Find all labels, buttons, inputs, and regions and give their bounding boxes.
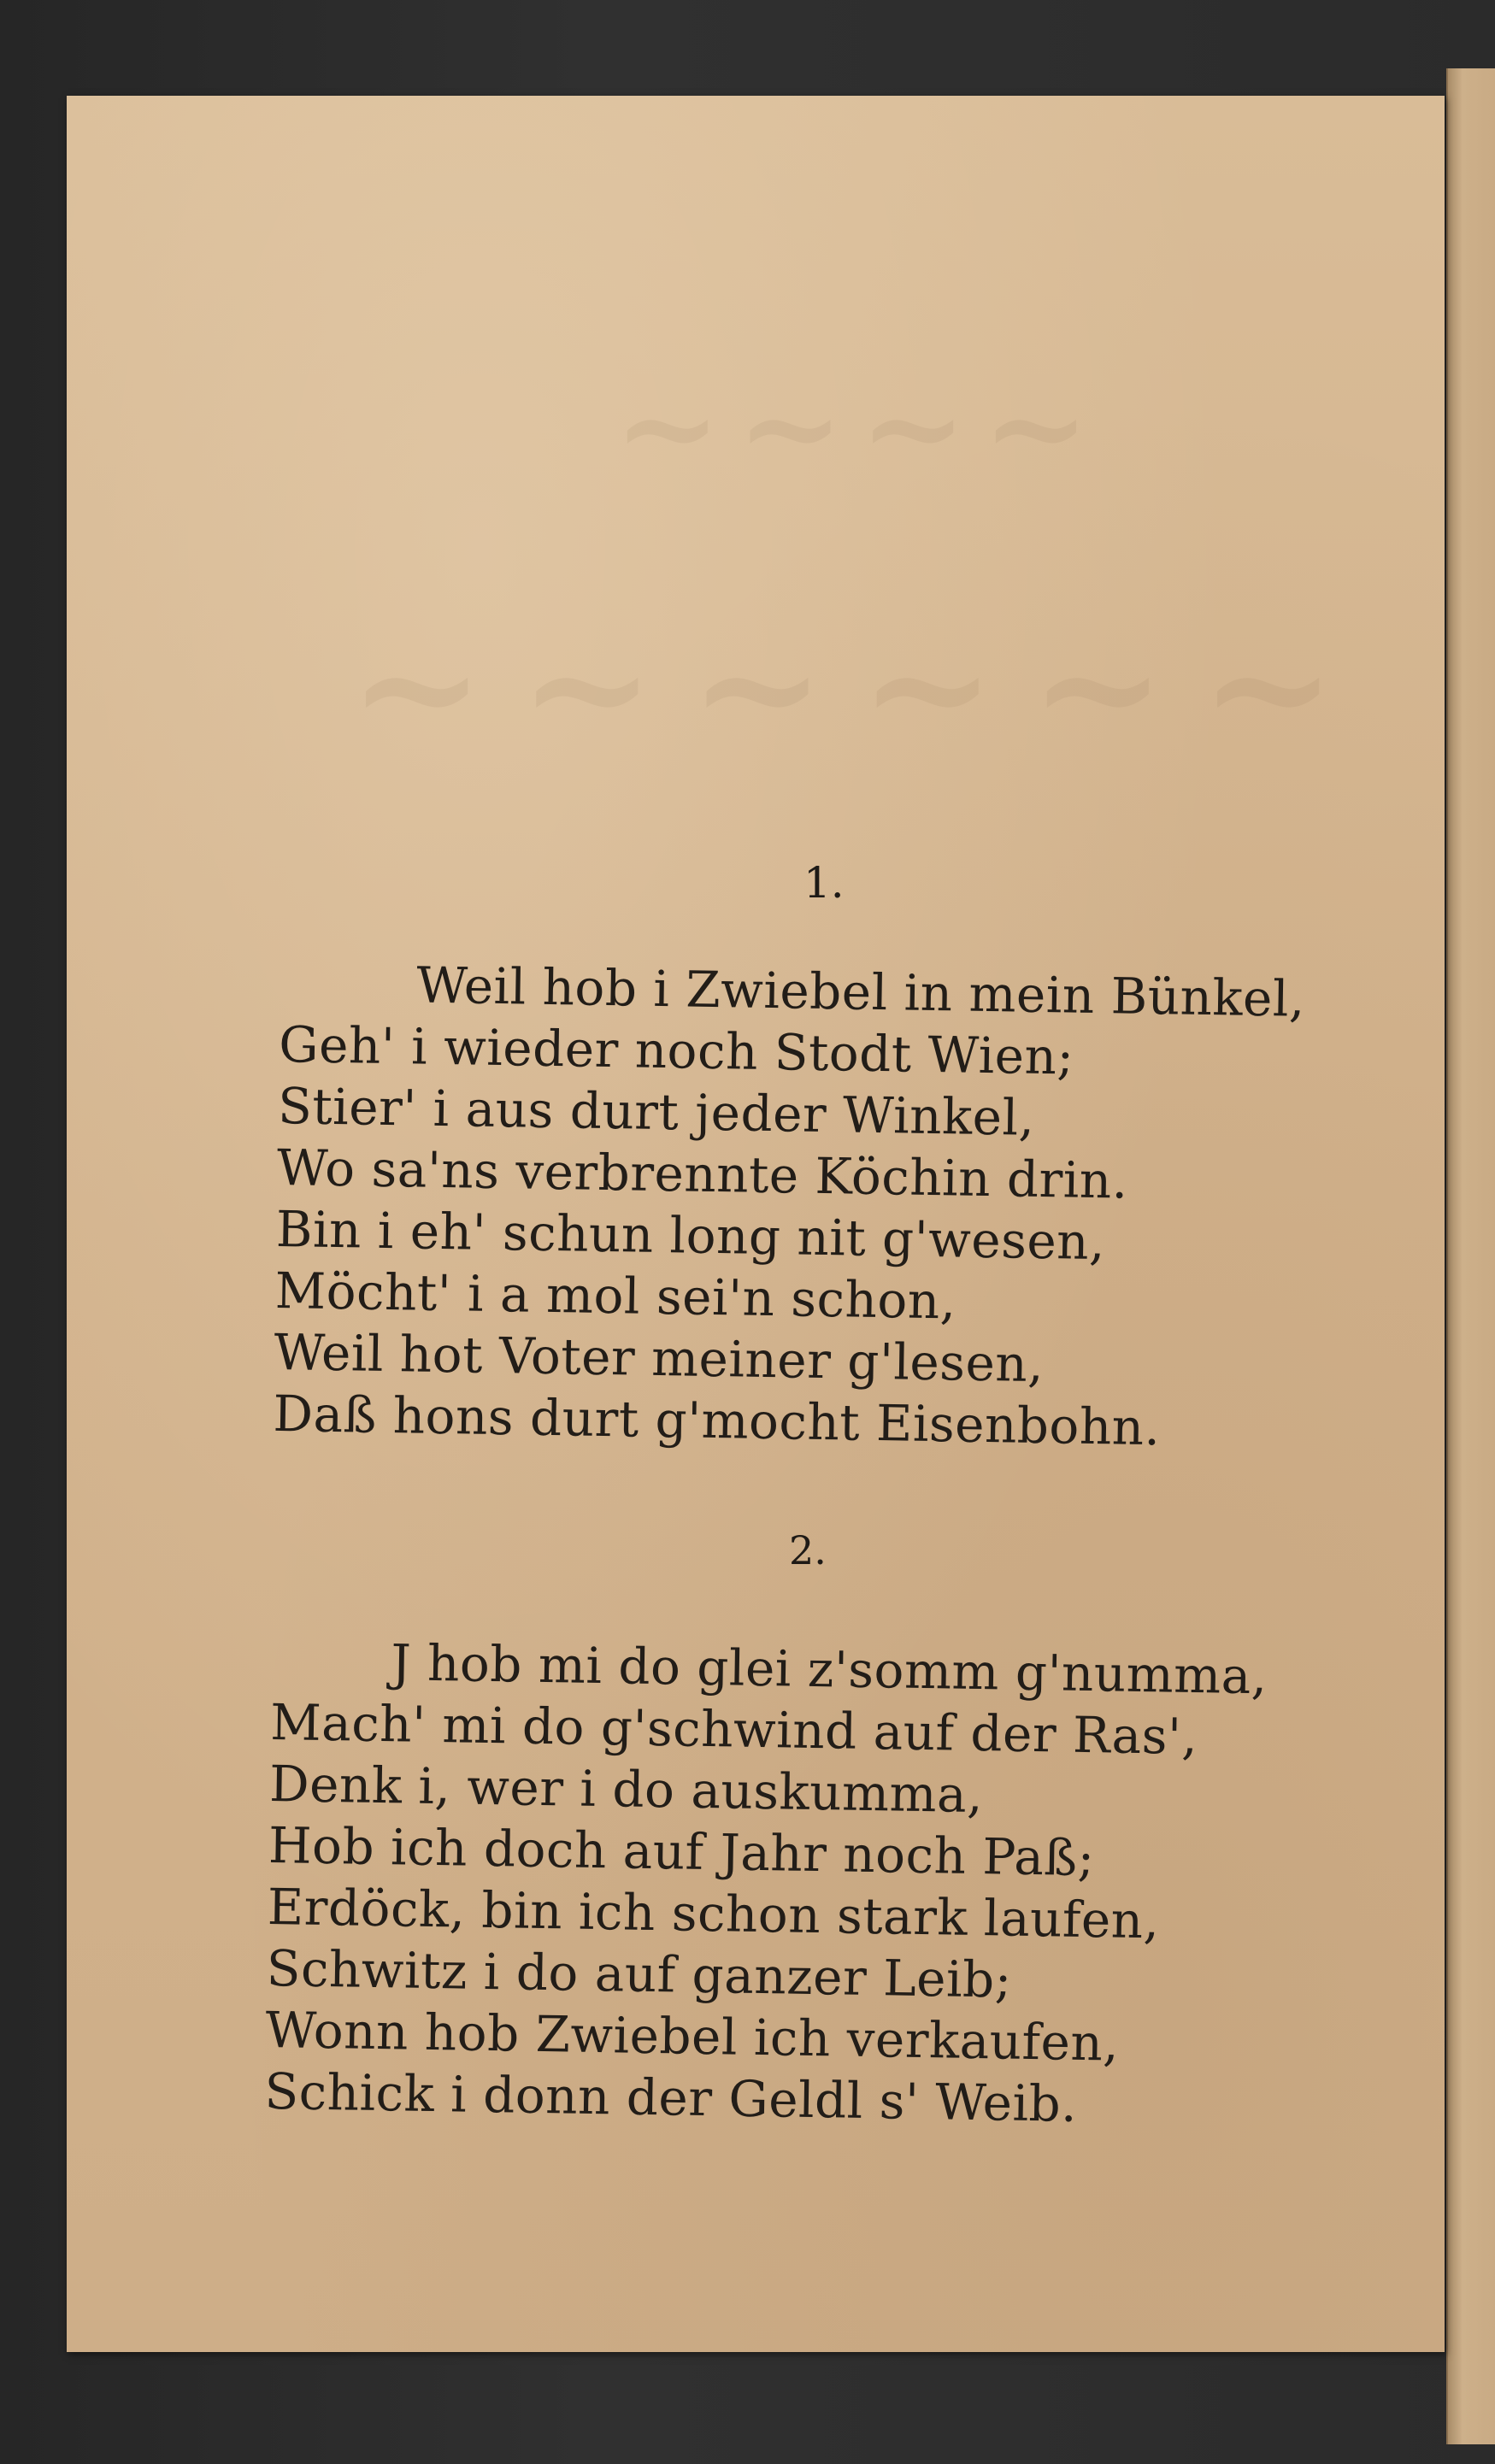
verse-line: Weil hot Voter meiner g'lesen, [274, 1322, 1045, 1394]
stanza-number: 1. [803, 858, 845, 908]
verse-line: Erdöck, bin ich schon stark laufen, [267, 1877, 1161, 1950]
verse-line: Wo sa'ns verbrennte Köchin drin. [276, 1138, 1129, 1210]
bleed-through-decoration: ~~~~ [614, 352, 1105, 503]
verse-line: Weil hob i Zwiebel in mein Bünkel, [415, 956, 1306, 1028]
verse-line: Denk i, wer i do auskumma, [268, 1754, 984, 1825]
verse-line: Bin i eh' schun long nit g'wesen, [275, 1199, 1106, 1272]
stanza-1 [273, 952, 1306, 1461]
verse-line: Möcht' i a mol sei'n schon, [274, 1261, 957, 1331]
verse-line: Schick i donn der Geldl s' Weib. [263, 2061, 1078, 2133]
bleed-through-decoration: ~~~~~~ [349, 591, 1371, 782]
verse-line: Stier' i aus durt jeder Winkel, [277, 1076, 1036, 1147]
verse-line: Geh' i wieder noch Stodt Wien; [278, 1014, 1074, 1086]
verse-line: Mach' mi do g'schwind auf der Ras', [269, 1692, 1198, 1767]
stanza-2 [264, 1630, 1268, 2138]
next-page-edge [1446, 68, 1495, 2444]
verse-line: Wonn hob Zwiebel ich verkaufen, [265, 2000, 1120, 2073]
verse-line: Daß hons durt g'mocht Eisenbohn. [272, 1384, 1162, 1457]
page [67, 96, 1445, 2352]
verse-line: J hob mi do glei z'somm g'numma, [390, 1633, 1268, 1706]
verse-line: Hob ich doch auf Jahr noch Paß; [268, 1815, 1096, 1888]
stanza-number: 2. [789, 1527, 827, 1573]
verse-line: Schwitz i do auf ganzer Leib; [266, 1938, 1013, 2009]
